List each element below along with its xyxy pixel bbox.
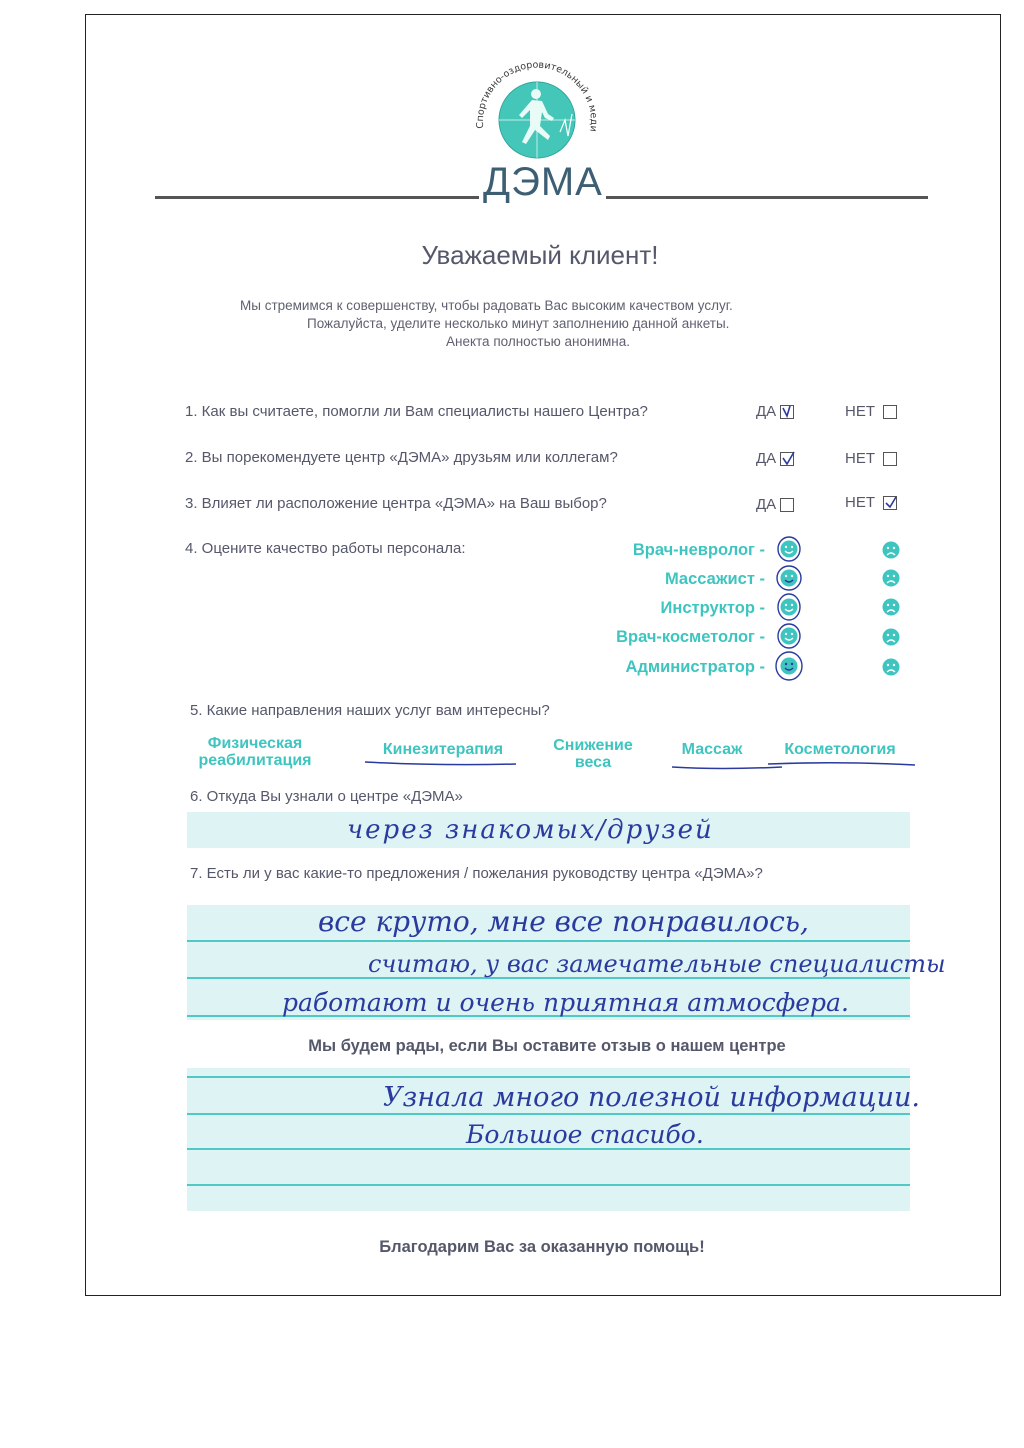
- happy-face-icon[interactable]: [777, 566, 801, 590]
- q1-no-label: НЕТ: [845, 403, 875, 420]
- question-3: 3. Влияет ли расположение центра «ДЭМА» на Ваш выбор?: [185, 495, 607, 512]
- service-cosmetology[interactable]: Косметология: [784, 741, 896, 758]
- q3-no-label: НЕТ: [845, 494, 875, 511]
- service-weight-loss[interactable]: Снижение веса: [553, 737, 633, 771]
- happy-face-icon[interactable]: [778, 624, 800, 648]
- header-rule-right: [606, 196, 928, 199]
- q2-no-option[interactable]: [845, 450, 897, 467]
- sad-face-icon[interactable]: [883, 629, 900, 646]
- q2-no-label: НЕТ: [845, 450, 875, 467]
- question-5: 5. Какие направления наших услуг вам интересны?: [190, 702, 550, 719]
- page-title: Уважаемый клиент!: [421, 240, 659, 270]
- q3-yes-label: ДА: [756, 496, 777, 513]
- checkmark-icon: [780, 403, 796, 419]
- question-4: 4. Оцените качество работы персонала:: [185, 540, 466, 557]
- staff-cosmetologist: Врач-косметолог -: [616, 628, 765, 646]
- staff-massage: Массажист -: [664, 570, 765, 588]
- q1-no-option[interactable]: [845, 403, 897, 420]
- staff-instructor: Инструктор -: [660, 599, 765, 617]
- happy-face-icon[interactable]: [778, 594, 800, 620]
- q1-yes-label: ДА: [756, 403, 777, 420]
- q1-yes-checkbox[interactable]: [780, 405, 794, 419]
- q3-no-checkbox[interactable]: [883, 496, 897, 510]
- q7-handwritten-line-2: считаю, у вас замечательные специалисты: [368, 950, 946, 978]
- sad-face-icon[interactable]: [883, 570, 900, 587]
- review-line-2: [187, 1113, 910, 1115]
- q2-yes-label: ДА: [756, 450, 777, 467]
- checkmark-icon: [780, 450, 796, 466]
- happy-faces-column: [772, 535, 812, 690]
- service-underlines: [360, 755, 920, 775]
- question-6: 6. Откуда Вы узнали о центре «ДЭМА»: [190, 788, 463, 805]
- sad-face-icon[interactable]: [883, 659, 900, 676]
- question-1: 1. Как вы считаете, помогли ли Вам специалисты нашего Центра?: [185, 403, 648, 420]
- sad-faces-column: [878, 539, 904, 679]
- staff-administrator: Администратор -: [625, 658, 765, 676]
- review-handwritten-line-1: Узнала много полезной информации.: [383, 1082, 920, 1113]
- q2-yes-option[interactable]: [756, 450, 794, 467]
- q3-no-option[interactable]: [845, 494, 897, 511]
- q7-handwritten-line-3: работают и очень приятная атмосфера.: [282, 988, 849, 1017]
- q3-yes-checkbox[interactable]: [780, 498, 794, 512]
- review-handwritten-line-2: Большое спасибо.: [466, 1120, 704, 1149]
- intro-line-2: Пожалуйста, уделите несколько минут заполнению данной анкеты.: [307, 316, 730, 331]
- logo-arc-text: Спортивно-оздоровительный и меди: [474, 59, 600, 133]
- q2-yes-checkbox[interactable]: [780, 452, 794, 466]
- service-rehabilitation[interactable]: Физическая реабилитация: [198, 735, 312, 769]
- question-7: 7. Есть ли у вас какие-то предложения / пожелания руководству центра «ДЭМА»?: [190, 865, 763, 882]
- q6-handwritten-answer: через знакомых/друзей: [347, 815, 714, 845]
- logo-name: ДЭМА: [483, 160, 603, 204]
- staff-neurologist: Врач-невролог -: [632, 541, 765, 559]
- question-2: 2. Вы порекомендуете центр «ДЭМА» друзьям или коллегам?: [185, 449, 618, 466]
- intro-line-1: Мы стремимся к совершенству, чтобы радовать Вас высоким качеством услуг.: [240, 298, 733, 313]
- header-rule-left: [155, 196, 479, 199]
- q3-yes-option[interactable]: [756, 496, 794, 513]
- review-line-4: [187, 1184, 910, 1186]
- service-massage[interactable]: Массаж: [681, 741, 743, 758]
- sad-face-icon[interactable]: [883, 542, 900, 559]
- happy-face-icon[interactable]: [776, 652, 802, 680]
- q7-handwritten-line-1: все круто, мне все понравилось,: [318, 905, 809, 938]
- q2-no-checkbox[interactable]: [883, 452, 897, 466]
- review-heading: Мы будем рады, если Вы оставите отзыв о нашем центре: [308, 1037, 786, 1055]
- q7-line-1: [187, 940, 910, 942]
- intro-line-3: Анекта полностью анонимна.: [446, 334, 630, 349]
- service-kinesitherapy[interactable]: Кинезитерапия: [382, 741, 504, 758]
- sad-face-icon[interactable]: [883, 599, 900, 616]
- happy-face-icon[interactable]: [778, 537, 800, 561]
- footer-thanks: Благодарим Вас за оказанную помощь!: [379, 1238, 705, 1256]
- review-line-1: [187, 1076, 910, 1078]
- checkmark-icon: [883, 494, 899, 510]
- q1-yes-option[interactable]: [756, 403, 794, 420]
- q1-no-checkbox[interactable]: [883, 405, 897, 419]
